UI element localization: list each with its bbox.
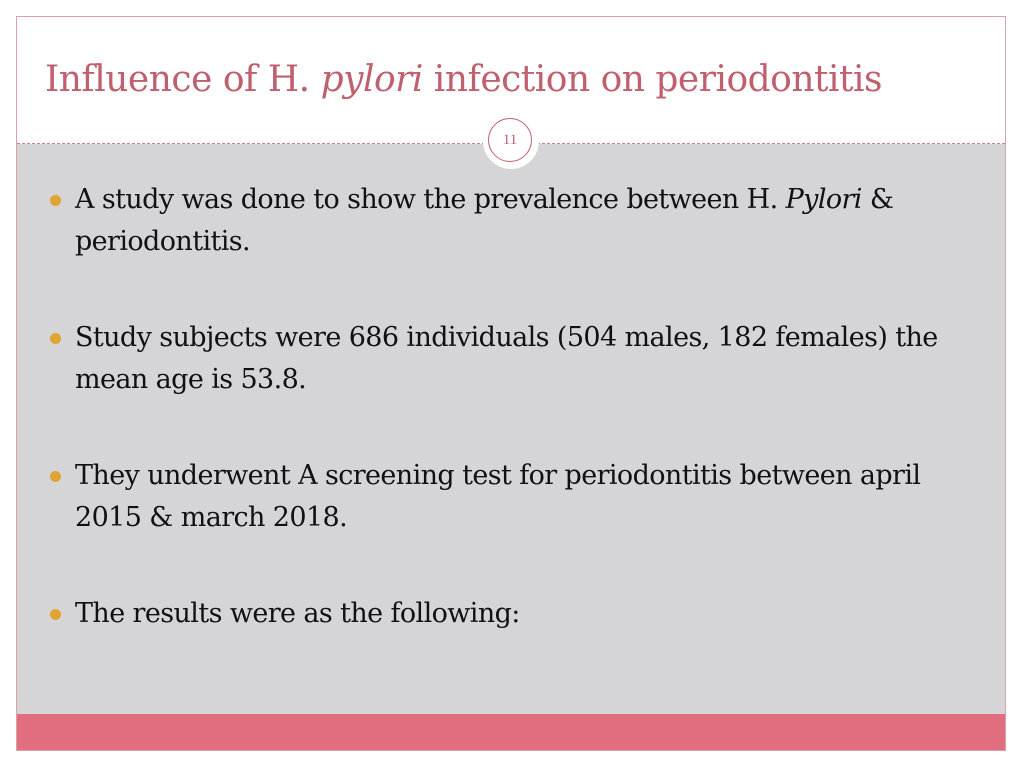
footer-band bbox=[17, 714, 1005, 750]
bullet-dot-icon bbox=[50, 195, 61, 206]
bullet-text-end: & periodontitis. bbox=[75, 184, 894, 257]
bullet-text: The results were as the following: bbox=[75, 598, 520, 629]
slide-number-badge bbox=[483, 113, 539, 169]
title-text-italic: pylori bbox=[320, 59, 423, 100]
bullet-dot-icon bbox=[50, 333, 61, 344]
bullet-item bbox=[47, 317, 977, 401]
bullet-item bbox=[47, 593, 977, 635]
bullet-text-italic: Pylori bbox=[785, 184, 862, 215]
slide-title bbox=[45, 59, 882, 100]
bullet-dot-icon bbox=[50, 471, 61, 482]
bullet-text: A study was done to show the prevalence between H. bbox=[75, 184, 786, 215]
bullet-item bbox=[47, 179, 977, 263]
bullet-text: They underwent A screening test for periodontitis between april 2015 & march 2018. bbox=[75, 460, 921, 533]
bullet-dot-icon bbox=[50, 609, 61, 620]
bullet-item bbox=[47, 455, 977, 539]
slide-number: 11 bbox=[488, 118, 532, 162]
bullet-list bbox=[47, 179, 977, 635]
title-text-start: Influence of H. bbox=[45, 59, 321, 100]
slide bbox=[16, 16, 1006, 751]
bullet-text: Study subjects were 686 individuals (504 males, 182 females) the mean age is 53.8. bbox=[75, 322, 938, 395]
title-text-end: infection on periodontitis bbox=[422, 59, 882, 100]
